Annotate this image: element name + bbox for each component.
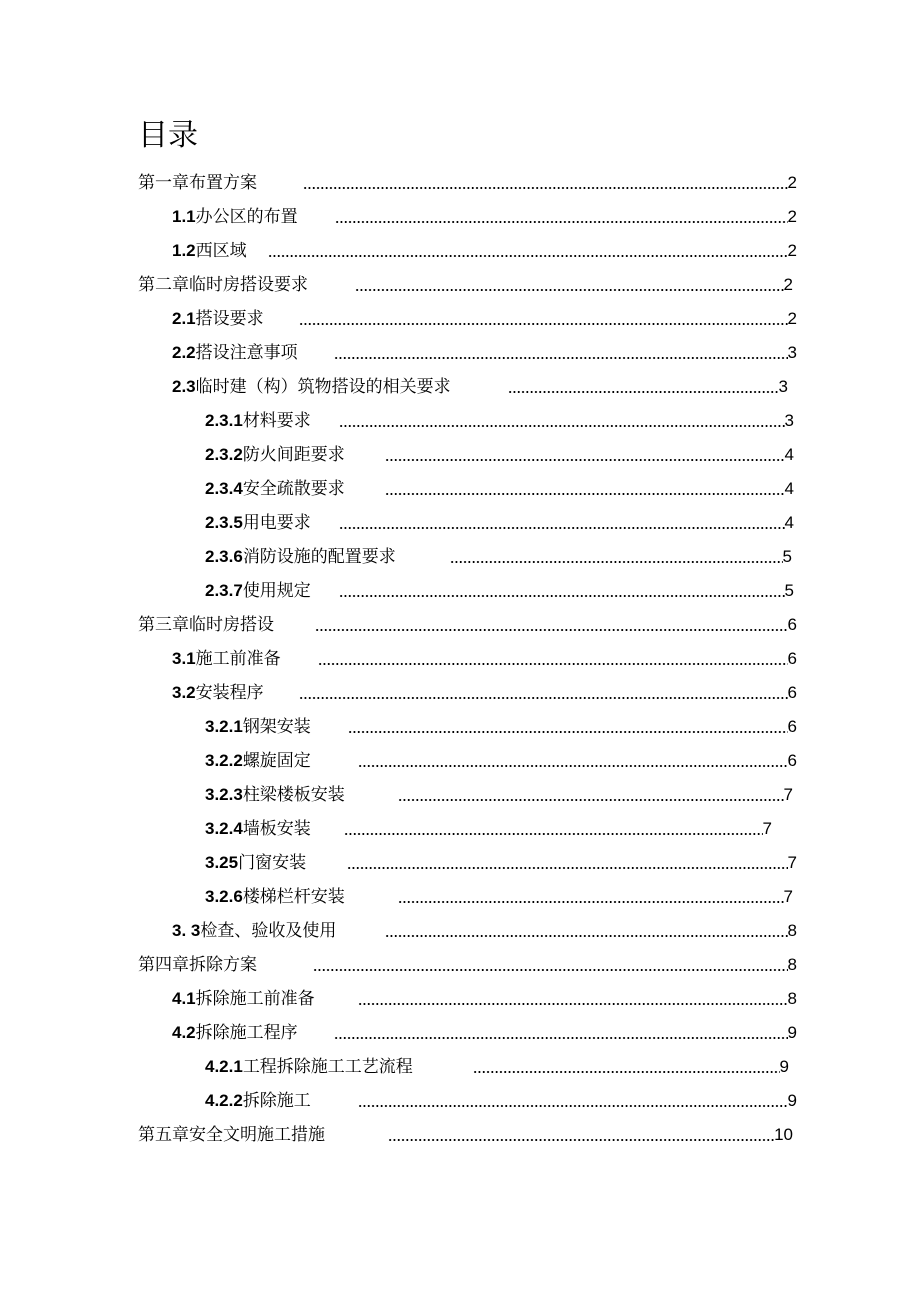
- toc-entry[interactable]: [205, 1052, 789, 1078]
- toc-entry-page: 4: [784, 479, 794, 498]
- toc-entry[interactable]: [138, 270, 793, 296]
- toc-entry-title: 拆除施工前准备: [195, 989, 315, 1009]
- toc-entry-title: 第五章安全文明施工措施: [138, 1125, 325, 1145]
- toc-entry[interactable]: [205, 746, 797, 772]
- toc-entry-title: 安全疏散要求: [242, 479, 345, 499]
- dot-leader: [315, 629, 788, 631]
- toc-entry-page: 5: [782, 547, 792, 566]
- toc-entry-title: 墙板安装: [242, 819, 311, 839]
- toc-entry-title: 施工前准备: [195, 649, 281, 669]
- toc-entry-title: 第一章布置方案: [138, 173, 257, 193]
- toc-entry-title: 搭设要求: [195, 309, 264, 329]
- dot-leader: [355, 289, 784, 291]
- toc-entry[interactable]: [205, 440, 794, 466]
- toc-entry[interactable]: [138, 1120, 793, 1146]
- toc-entry-page: 5: [784, 581, 794, 600]
- toc-entry-page: 6: [787, 717, 797, 736]
- toc-entry-number: 3.2.6: [205, 887, 243, 906]
- toc-entry[interactable]: [172, 916, 797, 942]
- toc-entry-number: 3.2: [172, 683, 196, 702]
- toc-entry-number: 3.2.2: [205, 751, 243, 770]
- toc-entry[interactable]: [172, 644, 797, 670]
- toc-entry-number: 3.25: [205, 853, 239, 872]
- toc-entry[interactable]: [172, 984, 797, 1010]
- toc-entry-page: 6: [787, 649, 797, 668]
- toc-entry-number: 4.2.1: [205, 1057, 243, 1076]
- dot-leader: [335, 221, 788, 223]
- toc-entry-title: 材料要求: [242, 411, 311, 431]
- toc-entry-title: 搭设注意事项: [195, 343, 298, 363]
- toc-entry-number: 3.2.4: [205, 819, 243, 838]
- toc-entry-number: 3.1: [172, 649, 196, 668]
- toc-entry-page: 3: [784, 411, 794, 430]
- dot-leader: [450, 561, 783, 563]
- toc-entry-title: 用电要求: [242, 513, 311, 533]
- dot-leader: [358, 765, 788, 767]
- toc-entry-title: 临时建（构）筑物搭设的相关要求: [195, 377, 451, 397]
- toc-entry-page: 8: [787, 989, 797, 1008]
- dot-leader: [385, 935, 788, 937]
- toc-entry-page: 7: [762, 819, 772, 838]
- toc-entry-title: 安装程序: [195, 683, 264, 703]
- toc-entry-page: 2: [787, 309, 797, 328]
- toc-entry[interactable]: [138, 168, 797, 194]
- dot-leader: [344, 833, 763, 835]
- toc-entry-page: 2: [787, 173, 797, 192]
- toc-entry-number: 3.2.1: [205, 717, 243, 736]
- toc-entry-number: 4.1: [172, 989, 196, 1008]
- toc-entry-page: 9: [787, 1023, 797, 1042]
- toc-entry-page: 7: [787, 853, 797, 872]
- toc-entry-number: 2.3.6: [205, 547, 243, 566]
- toc-entry-number: 2.1: [172, 309, 196, 328]
- dot-leader: [313, 969, 788, 971]
- toc-entry-page: 2: [787, 241, 797, 260]
- toc-entry-title: 办公区的布置: [195, 207, 298, 227]
- dot-leader: [339, 527, 785, 529]
- toc-entry-title: 钢架安装: [242, 717, 311, 737]
- toc-entry-title: 拆除施工: [242, 1091, 311, 1111]
- toc-entry-title: 工程拆除施工工艺流程: [242, 1057, 413, 1077]
- toc-entry-title: 使用规定: [242, 581, 311, 601]
- toc-entry[interactable]: [205, 780, 793, 806]
- toc-entry-title: 防火间距要求: [242, 445, 345, 465]
- dot-leader: [388, 1139, 774, 1141]
- toc-entry-title: 门窗安装: [238, 853, 307, 873]
- toc-entry[interactable]: [205, 712, 797, 738]
- toc-entry[interactable]: [205, 474, 794, 500]
- dot-leader: [347, 867, 788, 869]
- dot-leader: [334, 357, 788, 359]
- dot-leader: [358, 1003, 788, 1005]
- toc-entry-title: 柱梁楼板安装: [242, 785, 345, 805]
- toc-entry-number: 1.1: [172, 207, 196, 226]
- toc-entry-title: 检查、验收及使用: [200, 921, 337, 941]
- toc-entry-page: 6: [787, 615, 797, 634]
- toc-entry-page: 4: [784, 513, 794, 532]
- toc-entry[interactable]: [172, 202, 797, 228]
- toc-title: 目录: [138, 118, 198, 153]
- dot-leader: [299, 323, 788, 325]
- toc-entry-title: 第三章临时房搭设: [138, 615, 274, 635]
- toc-entry-page: 8: [787, 921, 797, 940]
- toc-entry-page: 2: [783, 275, 793, 294]
- dot-leader: [385, 459, 785, 461]
- toc-entry-title: 第二章临时房搭设要求: [138, 275, 308, 295]
- toc-entry[interactable]: [205, 406, 794, 432]
- dot-leader: [339, 595, 785, 597]
- toc-entry-number: 2.3.5: [205, 513, 243, 532]
- dot-leader: [348, 731, 788, 733]
- toc-entry-number: 2.3.7: [205, 581, 243, 600]
- toc-entry-title: 螺旋固定: [242, 751, 311, 771]
- toc-entry-title: 消防设施的配置要求: [242, 547, 396, 567]
- dot-leader: [268, 255, 788, 257]
- toc-entry-number: 4.2: [172, 1023, 196, 1042]
- toc-entry-number: 2.3.1: [205, 411, 243, 430]
- dot-leader: [339, 425, 785, 427]
- dot-leader: [508, 391, 779, 393]
- toc-entry-title: 拆除施工程序: [195, 1023, 298, 1043]
- toc-entry-page: 2: [787, 207, 797, 226]
- dot-leader: [398, 901, 784, 903]
- toc-entry[interactable]: [172, 236, 797, 262]
- toc-entry-page: 6: [787, 751, 797, 770]
- toc-entry-number: 2.3.4: [205, 479, 243, 498]
- toc-entry-page: 4: [784, 445, 794, 464]
- toc-entry-page: 3: [778, 377, 788, 396]
- toc-entry-page: 7: [783, 785, 793, 804]
- toc-entry-page: 9: [787, 1091, 797, 1110]
- toc-entry-number: 4.2.2: [205, 1091, 243, 1110]
- toc-entry-title: 楼梯栏杆安装: [242, 887, 345, 907]
- dot-leader: [318, 663, 788, 665]
- toc-entry[interactable]: [205, 814, 772, 840]
- toc-entry[interactable]: [205, 508, 794, 534]
- toc-entry[interactable]: [172, 678, 797, 704]
- dot-leader: [385, 493, 785, 495]
- toc-entry-page: 8: [787, 955, 797, 974]
- toc-entry[interactable]: [172, 1018, 797, 1044]
- toc-entry-number: 1.2: [172, 241, 196, 260]
- toc-entry-page: 9: [779, 1057, 789, 1076]
- toc-entry-title: 西区域: [195, 241, 247, 261]
- toc-entry-page: 6: [787, 683, 797, 702]
- dot-leader: [334, 1037, 788, 1039]
- toc-entry-page: 3: [787, 343, 797, 362]
- toc-entry-number: 2.3: [172, 377, 196, 396]
- toc-entry[interactable]: [138, 950, 797, 976]
- toc-entry-number: 2.2: [172, 343, 196, 362]
- toc-entry-page: 7: [783, 887, 793, 906]
- toc-entry[interactable]: [138, 610, 797, 636]
- toc-entry-page: 10: [774, 1125, 793, 1144]
- toc-entry[interactable]: [205, 576, 794, 602]
- dot-leader: [358, 1105, 788, 1107]
- toc-entry[interactable]: [205, 542, 792, 568]
- toc-entry-number: 3. 3: [172, 921, 201, 940]
- dot-leader: [303, 187, 788, 189]
- toc-entry[interactable]: [172, 304, 797, 330]
- toc-entry[interactable]: [205, 848, 797, 874]
- toc-entry[interactable]: [172, 338, 797, 364]
- toc-entry[interactable]: [205, 882, 793, 908]
- toc-entry-number: 3.2.3: [205, 785, 243, 804]
- toc-entry[interactable]: [172, 372, 788, 398]
- toc-entry-number: 2.3.2: [205, 445, 243, 464]
- dot-leader: [473, 1071, 780, 1073]
- dot-leader: [398, 799, 784, 801]
- dot-leader: [299, 697, 788, 699]
- toc-entry[interactable]: [205, 1086, 797, 1112]
- toc-entry-title: 第四章拆除方案: [138, 955, 257, 975]
